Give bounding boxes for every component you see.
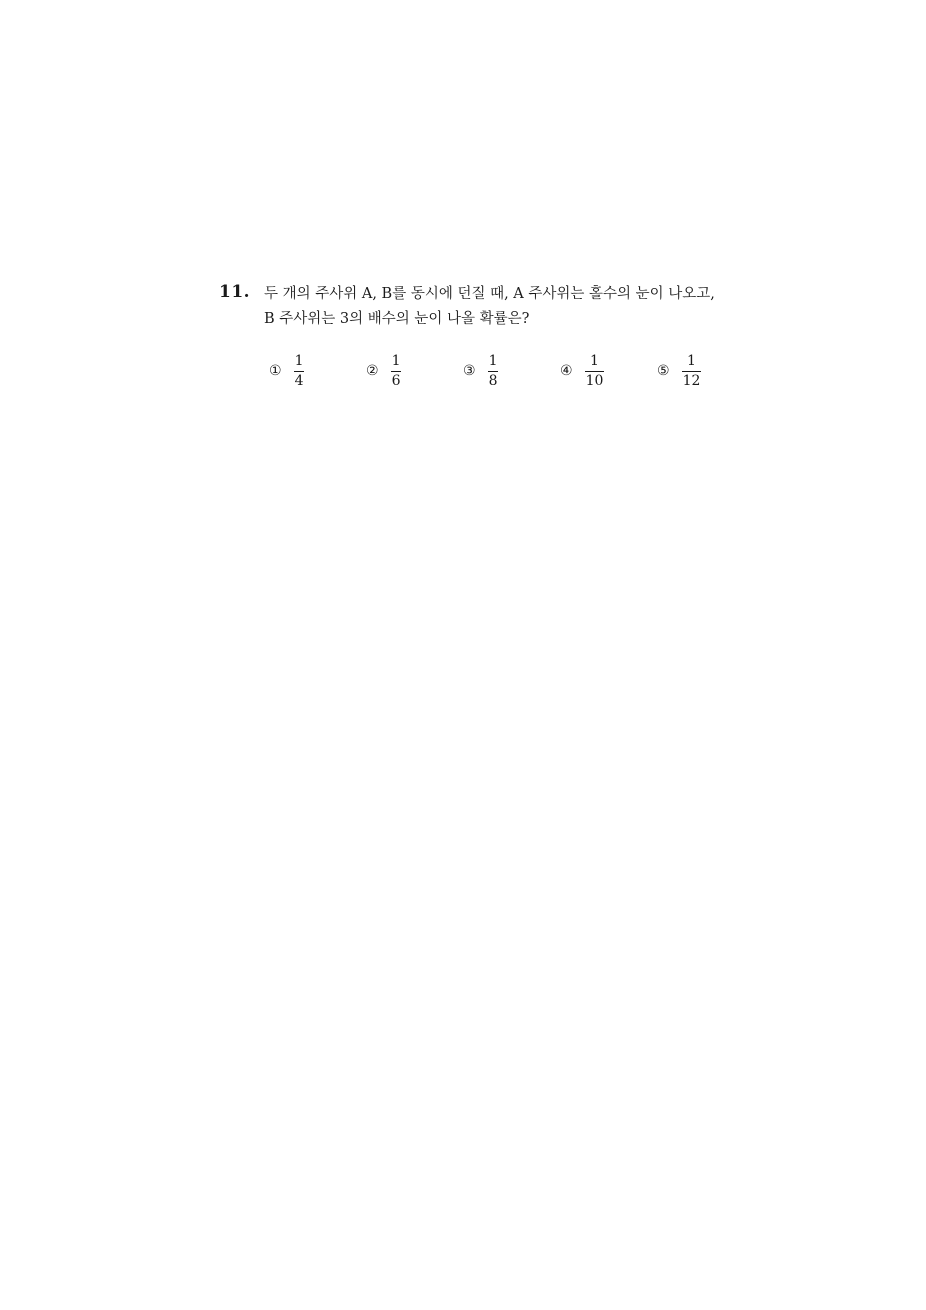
choice-fraction xyxy=(682,353,702,390)
choice-fraction xyxy=(294,353,305,390)
fraction-numerator: 1 xyxy=(687,352,696,369)
fraction-bar xyxy=(391,371,402,372)
choice-5[interactable] xyxy=(657,351,701,391)
choice-fraction xyxy=(488,353,499,390)
fraction-numerator: 1 xyxy=(391,352,401,369)
question-text xyxy=(264,282,804,332)
question-number: 11. xyxy=(219,282,251,302)
answer-choices xyxy=(269,351,769,401)
choice-4[interactable] xyxy=(560,351,604,391)
fraction-denominator: 10 xyxy=(585,372,604,389)
choice-fraction xyxy=(585,353,605,390)
fraction-bar xyxy=(585,371,605,372)
fraction-bar xyxy=(682,371,702,372)
fraction-numerator: 1 xyxy=(590,352,599,369)
choice-marker: ② xyxy=(366,363,379,379)
choice-marker: ③ xyxy=(463,363,476,379)
choice-3[interactable] xyxy=(463,351,498,391)
fraction-bar xyxy=(488,371,499,372)
fraction-denominator: 8 xyxy=(488,372,498,389)
fraction-denominator: 12 xyxy=(682,372,701,389)
question-line-2: B 주사위는 3의 배수의 눈이 나올 확률은? xyxy=(264,311,530,327)
fraction-denominator: 4 xyxy=(294,372,304,389)
choice-fraction xyxy=(391,353,402,390)
choice-2[interactable] xyxy=(366,351,401,391)
choice-marker: ④ xyxy=(560,363,573,379)
fraction-numerator: 1 xyxy=(488,352,498,369)
choice-marker: ⑤ xyxy=(657,363,670,379)
fraction-denominator: 6 xyxy=(391,372,401,389)
fraction-bar xyxy=(294,371,305,372)
fraction-numerator: 1 xyxy=(294,352,304,369)
choice-marker: ① xyxy=(269,363,282,379)
choice-1[interactable] xyxy=(269,351,304,391)
question-line-1: 두 개의 주사위 A, B를 동시에 던질 때, A 주사위는 홀수의 눈이 나오고, xyxy=(264,286,715,302)
